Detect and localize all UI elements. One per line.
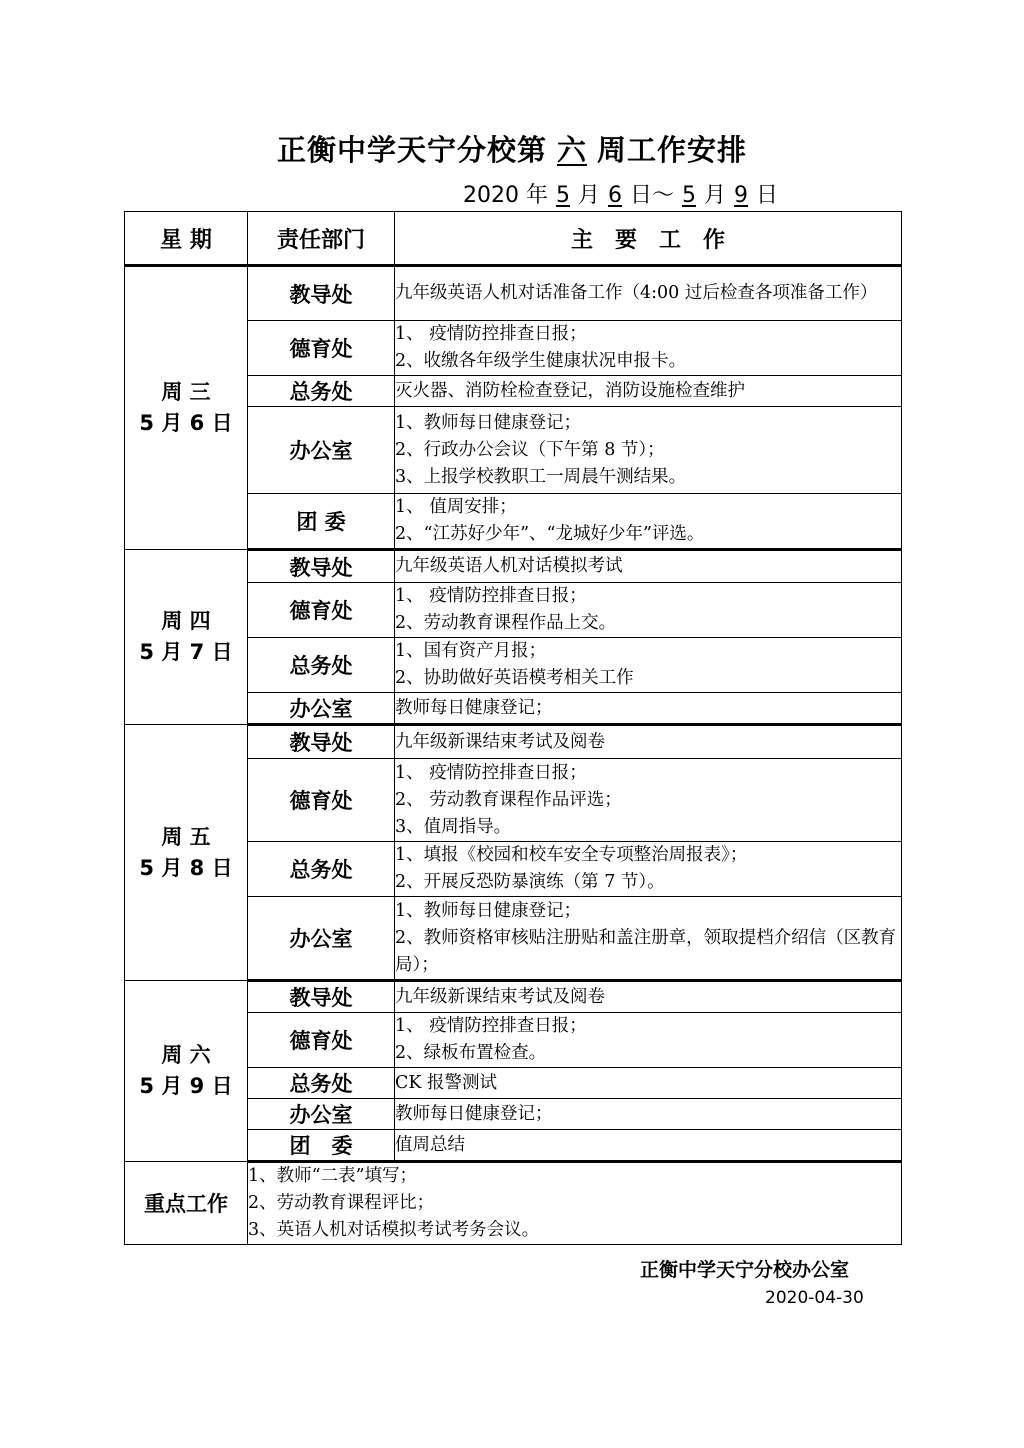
department-cell: 办公室 (248, 1099, 395, 1130)
key-work-item: 3、英语人机对话模拟考试考务会议。 (248, 1220, 540, 1240)
work-item: 1、国有资产月报； (395, 641, 547, 661)
day-cell (125, 266, 248, 550)
work-cell (395, 266, 902, 321)
work-item: 九年级新课结束考试及阅卷 (395, 986, 605, 1007)
schedule-row (125, 550, 902, 583)
day-cell (125, 725, 248, 981)
work-item: 2、协助做好英语模考相关工作 (395, 668, 634, 688)
work-item: 2、收缴各年级学生健康状况申报卡。 (395, 351, 687, 371)
department-cell: 德育处 (248, 1013, 395, 1068)
date-start-day: 6 (608, 183, 622, 208)
work-cell (395, 1013, 902, 1068)
work-item: 3、上报学校教职工一周晨午测结果。 (395, 466, 687, 487)
department-cell: 总务处 (248, 842, 395, 897)
work-item: 灭火器、消防栓检查登记，消防设施检查维护 (395, 380, 745, 401)
work-item: 2、开展反恐防暴演练（第 7 节）。 (395, 872, 665, 892)
work-cell (395, 1099, 902, 1130)
key-work-item: 2、劳动教育课程评比； (248, 1193, 435, 1213)
department-cell: 总务处 (248, 1068, 395, 1099)
key-work-row (125, 1162, 902, 1245)
department-cell: 团 委 (248, 1130, 395, 1162)
work-item: 1、 疫情防控排查日报； (395, 324, 587, 344)
department-cell: 办公室 (248, 407, 395, 494)
department-cell: 教导处 (248, 266, 395, 321)
day-cell (125, 550, 248, 725)
date-label: 5 月 6 日 (139, 411, 233, 435)
schedule-table (124, 211, 902, 1245)
date-label: 5 月 8 日 (139, 855, 233, 880)
department-cell: 总务处 (248, 638, 395, 693)
work-cell (395, 376, 902, 407)
date-end-month: 5 (682, 183, 697, 208)
work-item: 值周总结 (395, 1134, 465, 1155)
work-item: 教师每日健康登记； (395, 1103, 553, 1124)
work-cell (395, 638, 902, 693)
work-item: 九年级新课结束考试及阅卷 (395, 731, 605, 752)
work-item: 3、值周指导。 (395, 816, 512, 837)
work-item: 1、 疫情防控排查日报； (395, 1016, 587, 1036)
work-cell (395, 1130, 902, 1162)
work-cell (395, 897, 902, 981)
work-item: 九年级英语人机对话模拟考试 (395, 556, 623, 576)
work-item: 2、绿板布置检查。 (395, 1043, 547, 1063)
work-cell (395, 725, 902, 759)
work-item: CK 报警测试 (395, 1072, 498, 1093)
work-cell (395, 759, 902, 842)
work-item: 1、 疫情防控排查日报； (395, 586, 587, 606)
work-item: 1、教师每日健康登记； (395, 412, 582, 433)
page-title (0, 128, 1024, 169)
header-dept: 责任部门 (248, 212, 395, 266)
date-unit: 月 (577, 183, 600, 208)
work-cell (395, 583, 902, 638)
work-item: 2、 劳动教育课程作品评选； (395, 789, 622, 810)
work-item: 2、教师资格审核贴注册贴和盖注册章，领取提档介绍信（区教育局）； (395, 927, 897, 975)
department-cell: 德育处 (248, 321, 395, 376)
date-unit: 月 (704, 183, 727, 208)
title-week-number: 六 (556, 133, 587, 167)
schedule-row (125, 725, 902, 759)
work-cell (395, 407, 902, 494)
date-start-month: 5 (555, 183, 570, 208)
day-cell (125, 981, 248, 1162)
title-suffix: 周工作安排 (597, 133, 748, 167)
department-cell: 德育处 (248, 583, 395, 638)
title-prefix: 正衡中学天宁分校第 (276, 133, 547, 167)
schedule-row (125, 981, 902, 1013)
work-item: 2、行政办公会议（下午第 8 节）； (395, 439, 665, 460)
department-cell: 教导处 (248, 981, 395, 1013)
header-row (125, 212, 902, 266)
work-item: 1、填报《校园和校车安全专项整治周报表》； (395, 845, 748, 865)
work-cell (395, 693, 902, 725)
work-cell (395, 981, 902, 1013)
footer-date: 2020-04-30 (765, 1288, 864, 1308)
weekday-label: 周 三 (161, 380, 211, 404)
work-item: 2、劳动教育课程作品上交。 (395, 613, 617, 633)
date-unit: 日 (756, 183, 779, 208)
key-work-items (248, 1162, 902, 1245)
work-cell (395, 1068, 902, 1099)
work-item: 1、教师每日健康登记； (395, 900, 582, 921)
work-item: 九年级英语人机对话准备工作（4:00 过后检查各项准备工作） (395, 283, 878, 303)
header-day: 星 期 (125, 212, 248, 266)
department-cell: 办公室 (248, 693, 395, 725)
work-item: 1、 值周安排； (395, 497, 517, 517)
header-work: 主 要 工 作 (395, 212, 902, 266)
work-cell (395, 550, 902, 583)
department-cell: 办公室 (248, 897, 395, 981)
date-label: 5 月 7 日 (139, 640, 233, 664)
department-cell: 团 委 (248, 494, 395, 550)
work-cell (395, 842, 902, 897)
date-unit: 日～ (630, 183, 675, 208)
date-year: 2020 年 (463, 183, 548, 208)
department-cell: 教导处 (248, 725, 395, 759)
weekday-label: 周 六 (161, 1043, 211, 1067)
department-cell: 总务处 (248, 376, 395, 407)
footer-org: 正衡中学天宁分校办公室 (640, 1259, 850, 1281)
key-work-label: 重点工作 (125, 1162, 248, 1245)
department-cell: 德育处 (248, 759, 395, 842)
weekday-label: 周 五 (161, 824, 211, 849)
weekday-label: 周 四 (161, 609, 211, 633)
work-item: 2、“江苏好少年”、“龙城好少年”评选。 (395, 524, 705, 544)
date-end-day: 9 (734, 183, 749, 208)
key-work-item: 1、教师“二表”填写； (248, 1166, 418, 1186)
department-cell: 教导处 (248, 550, 395, 583)
date-label: 5 月 9 日 (139, 1074, 233, 1098)
work-item: 1、 疫情防控排查日报； (395, 762, 587, 783)
work-item: 教师每日健康登记； (395, 697, 553, 718)
schedule-row (125, 266, 902, 321)
work-cell (395, 321, 902, 376)
date-range (463, 178, 778, 209)
work-cell (395, 494, 902, 550)
